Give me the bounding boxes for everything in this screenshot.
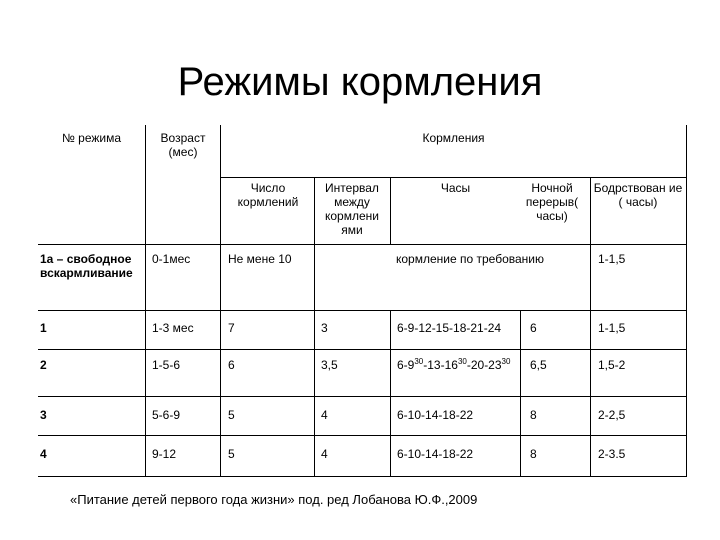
row-1a-regime: 1а – свободное вскармливание bbox=[40, 252, 133, 280]
row-3-hours: 6-10-14-18-22 bbox=[397, 408, 474, 422]
row-3-wake: 2-2,5 bbox=[598, 408, 626, 422]
row-1-wake: 1-1,5 bbox=[598, 321, 626, 335]
header-interval: Интервал между кормлени ями bbox=[325, 181, 379, 237]
row-2-wake: 1,5-2 bbox=[598, 358, 626, 372]
row-4-age: 9-12 bbox=[152, 447, 177, 461]
row-2-age: 1-5-6 bbox=[152, 358, 181, 372]
row-1-hours: 6-9-12-15-18-21-24 bbox=[397, 321, 502, 335]
row-3-interval: 4 bbox=[321, 408, 328, 422]
row-1-age: 1-3 мес bbox=[152, 321, 194, 335]
row-1a-merged-note: кормление по требованию bbox=[396, 252, 545, 266]
page-title: Режимы кормления bbox=[177, 60, 543, 104]
row-1-count: 7 bbox=[228, 321, 235, 335]
header-night: Ночной перерыв( часы) bbox=[525, 181, 579, 223]
row-1a-wake: 1-1,5 bbox=[598, 252, 626, 266]
row-4-count: 5 bbox=[228, 447, 235, 461]
row-1a-count: Не мене 10 bbox=[228, 252, 292, 266]
row-2-interval: 3,5 bbox=[321, 358, 338, 372]
row-2-regime: 2 bbox=[40, 358, 47, 372]
header-wake: Бодрствован ие ( часы) bbox=[593, 181, 683, 209]
header-hours: Часы bbox=[440, 181, 471, 195]
row-4-interval: 4 bbox=[321, 447, 328, 461]
row-2-hours: $6-9^{30}-13-16^{30}-20-23^{30}$ bbox=[397, 357, 511, 372]
header-regime-no: № режима bbox=[61, 131, 122, 145]
row-1a-age: 0-1мес bbox=[152, 252, 191, 266]
row-2-count: 6 bbox=[228, 358, 235, 372]
row-4-regime: 4 bbox=[40, 447, 47, 461]
row-3-count: 5 bbox=[228, 408, 235, 422]
header-age: Возраст (мес) bbox=[160, 131, 206, 159]
row-1-interval: 3 bbox=[321, 321, 328, 335]
row-4-night: 8 bbox=[530, 447, 537, 461]
row-4-hours: 6-10-14-18-22 bbox=[397, 447, 474, 461]
row-1-night: 6 bbox=[530, 321, 537, 335]
row-3-age: 5-6-9 bbox=[152, 408, 181, 422]
row-1-regime: 1 bbox=[40, 321, 47, 335]
row-3-night: 8 bbox=[530, 408, 537, 422]
source-citation: «Питание детей первого года жизни» под. ред Лобанова Ю.Ф.,2009 bbox=[70, 492, 478, 507]
row-4-wake: 2-3.5 bbox=[598, 447, 626, 461]
header-feedings: Кормления bbox=[422, 131, 485, 145]
row-3-regime: 3 bbox=[40, 408, 47, 422]
row-2-night: 6,5 bbox=[530, 358, 547, 372]
header-count: Число кормлений bbox=[237, 181, 299, 209]
